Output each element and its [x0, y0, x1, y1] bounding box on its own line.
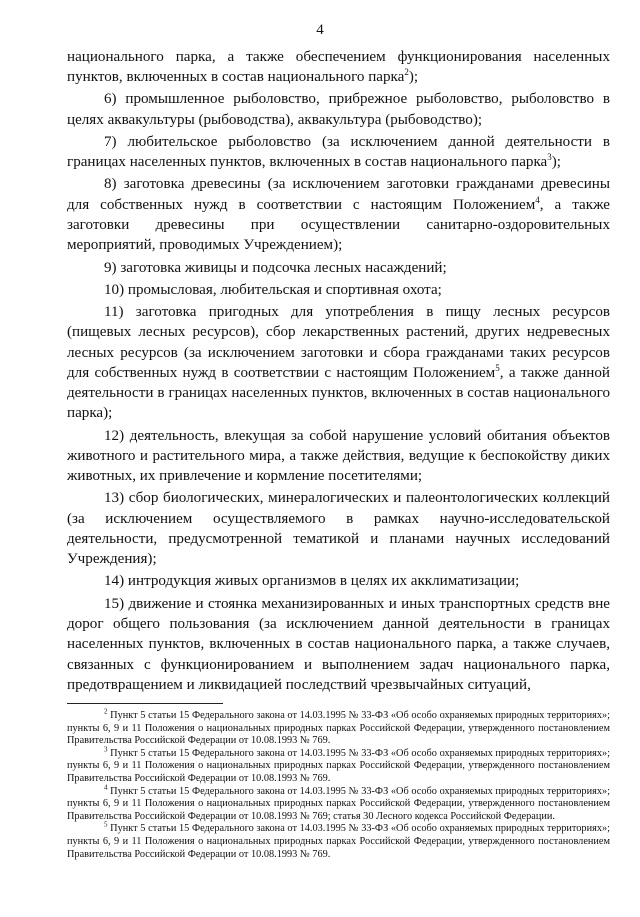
list-item-10: 10) промысловая, любительская и спортивная охота;	[104, 281, 442, 298]
list-item-13: 13) сбор биологических, минералогических и палеонтологических коллекций (за исключением осуществляемого в рамках научно-исследовательской деятельности, предусмотренной тематикой и планами научных исследований Учреждения);	[67, 490, 610, 568]
list-item-7: 7) любительское рыболовство (за исключением данной деятельности в границах населенных пунктов, включенных в состав национального парка$^3$);	[67, 133, 610, 171]
footnote-mark: 3	[104, 745, 108, 754]
footnotes	[67, 707, 610, 861]
footnote-ref: 3	[547, 152, 552, 163]
list-item-9: 9) заготовка живицы и подсочка лесных насаждений;	[104, 259, 447, 276]
list-item-6: 6) промышленное рыболовство, прибрежное рыболовство, рыболовство в целях аквакультуры (рыбоводства), аквакультура (рыбоводство);	[67, 91, 610, 128]
footnote-ref: 2	[404, 67, 409, 78]
footnote-2: $^2$ Пункт 5 статьи 15 Федерального закона от 14.03.1995 № 33-ФЗ «Об особо охраняемых природных территориях»; пункты 6, 9 и 11 Положения о национальных природных парках Российской Федерации, утвержденного постановлением Правительства Российской Федерации от 10.08.1993 № 769.	[67, 707, 610, 747]
footnote-divider	[67, 703, 223, 704]
paragraph-continuation: национального парка, а также обеспечением функционирования населенных пунктов, включенных в состав национального парка$^2$);	[67, 49, 610, 86]
page-number: 4	[316, 22, 324, 38]
list-item-11: 11) заготовка пригодных для употребления в пищу лесных ресурсов (пищевых лесных ресурсов), сбор лекарственных растений, других недревесных лесных ресурсов (за исключением заготовки и сбора гражданами таких ресурсов для собственных нужд в соответствии с настоящим Положением$^5$, а также данной деятельности в границах населенных пунктов, включенных в состав национального парка);	[67, 303, 610, 422]
footnote-ref: 5	[495, 362, 500, 373]
footnote-mark: 4	[104, 783, 108, 792]
list-item-8: 8) заготовка древесины (за исключением заготовки гражданами древесины для собственных нужд в соответствии с настоящим Положением$^4$, а также заготовки древесины при осуществлении санитарно-оздоровительных мероприятий, проводимых Учреждением);	[67, 176, 610, 254]
footnote-mark: 5	[104, 820, 108, 829]
list-item-14: 14) интродукция живых организмов в целях их акклиматизации;	[104, 573, 520, 590]
list-item-15: 15) движение и стоянка механизированных и иных транспортных средств вне дорог общего пользования (за исключением данной деятельности в границах населенных пунктов, включенных в состав национального парка, а также случаев, связанных с функционированием и выполнением задач национального парка, предотвращением и ликвидацией последствий чрезвычайных ситуаций,	[67, 595, 610, 693]
body-text	[67, 47, 610, 697]
footnote-5: $^5$ Пункт 5 статьи 15 Федерального закона от 14.03.1995 № 33-ФЗ «Об особо охраняемых природных территориях»; пункты 6, 9 и 11 Положения о национальных природных парках Российской Федерации, утвержденного постановлением Правительства Российской Федерации от 10.08.1993 № 769.	[67, 820, 610, 860]
footnote-mark: 2	[104, 707, 108, 716]
list-item-12: 12) деятельность, влекущая за собой нарушение условий обитания объектов животного и растительного мира, а также действия, ведущие к беспокойству диких животных, их привлечение и кормление посетителями;	[67, 427, 610, 485]
footnote-ref: 4	[535, 194, 540, 205]
footnote-3: $^3$ Пункт 5 статьи 15 Федерального закона от 14.03.1995 № 33-ФЗ «Об особо охраняемых природных территориях»; пункты 6, 9 и 11 Положения о национальных природных парках Российской Федерации, утвержденного постановлением Правительства Российской Федерации от 10.08.1993 № 769.	[67, 745, 610, 784]
footnote-4: $^4$ Пункт 5 статьи 15 Федерального закона от 14.03.1995 № 33-ФЗ «Об особо охраняемых природных территориях»; пункты 6, 9 и 11 Положения о национальных природных парках Российской Федерации, утвержденного постановлением Правительства Российской Федерации от 10.08.1993 № 769; статья 30 Лесного кодекса Российской Федерации.	[67, 783, 610, 822]
